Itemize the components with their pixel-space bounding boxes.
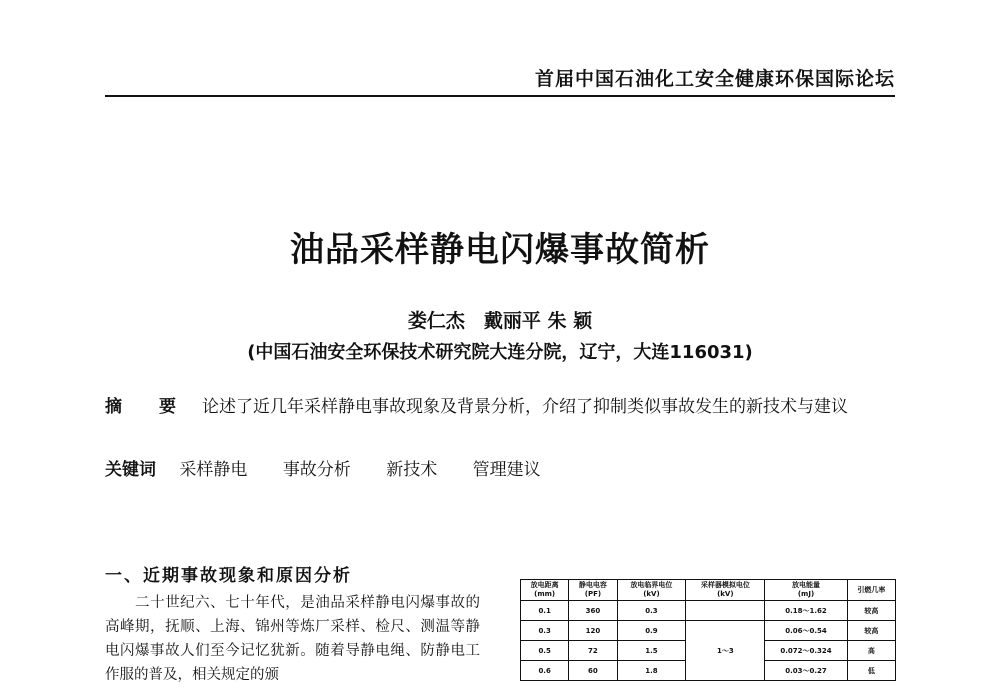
table-cell: 0.18～1.62: [765, 601, 847, 621]
table-cell: 较高: [847, 601, 895, 621]
body-paragraph: 二十世纪六、七十年代，是油品采样静电闪爆事故的高峰期，抚顺、上海、锦州等炼厂采样、检尺、测温等静电闪爆事故人们至今记忆犹新。随着导静电绳、防静电工作服的普及，相关规定的颁: [105, 595, 481, 683]
table-cell: 0.3: [617, 601, 686, 621]
table-cell: 0.5: [521, 641, 569, 661]
keyword: 新技术: [386, 460, 438, 480]
table-header-cell: 引燃几率: [847, 580, 895, 601]
table-cell: 0.1: [521, 601, 569, 621]
table-header-cell: 放电能量 (mJ): [765, 580, 847, 601]
abstract: [105, 393, 895, 422]
table-cell: 1.5: [617, 641, 686, 661]
table-cell: 0.03～0.27: [765, 661, 847, 681]
table-cell: 1～3: [686, 621, 765, 681]
table-cell: 72: [569, 641, 617, 661]
keyword: 管理建议: [472, 460, 541, 480]
keywords: [105, 455, 895, 480]
abstract-text: 论述了近几年采样静电事故现象及背景分析，介绍了抑制类似事故发生的新技术与建议: [202, 397, 848, 417]
authors: 娄仁杰 戴丽平 朱 颖: [407, 310, 593, 332]
table-cell: 较高: [847, 621, 895, 641]
paper-title: 油品采样静电闪爆事故简析: [290, 230, 710, 270]
table-cell: 120: [569, 621, 617, 641]
abstract-label: 摘 要: [105, 397, 186, 417]
keyword: 事故分析: [282, 460, 351, 480]
table-cell: 低: [847, 661, 895, 681]
table-header-cell: 放电距离 (mm): [521, 580, 569, 601]
table-cell: 1.8: [617, 661, 686, 681]
table-cell: 0.06～0.54: [765, 621, 847, 641]
table-row: [521, 621, 896, 641]
data-table: [520, 579, 896, 681]
keyword: 采样静电: [179, 460, 248, 480]
table-row: [521, 601, 896, 621]
table-cell: 0.072～0.324: [765, 641, 847, 661]
table-cell: 60: [569, 661, 617, 681]
keywords-label: 关键词: [105, 460, 156, 480]
table-header-row: [521, 580, 896, 601]
table-cell: 360: [569, 601, 617, 621]
running-header: 首届中国石油化工安全健康环保国际论坛: [534, 68, 895, 90]
section-heading: 一、近期事故现象和原因分析: [105, 566, 352, 586]
table-cell: [686, 601, 765, 621]
table-header-cell: 静电电容 (PF): [569, 580, 617, 601]
table-cell: 高: [847, 641, 895, 661]
header-rule: [105, 95, 895, 97]
table-header-cell: 采样器模拟电位 (kV): [686, 580, 765, 601]
table-cell: 0.6: [521, 661, 569, 681]
affiliation: (中国石油安全环保技术研究院大连分院，辽宁，大连116031): [247, 342, 753, 363]
table-header-cell: 放电临界电位 (kV): [617, 580, 686, 601]
table-cell: 0.3: [521, 621, 569, 641]
table-cell: 0.9: [617, 621, 686, 641]
